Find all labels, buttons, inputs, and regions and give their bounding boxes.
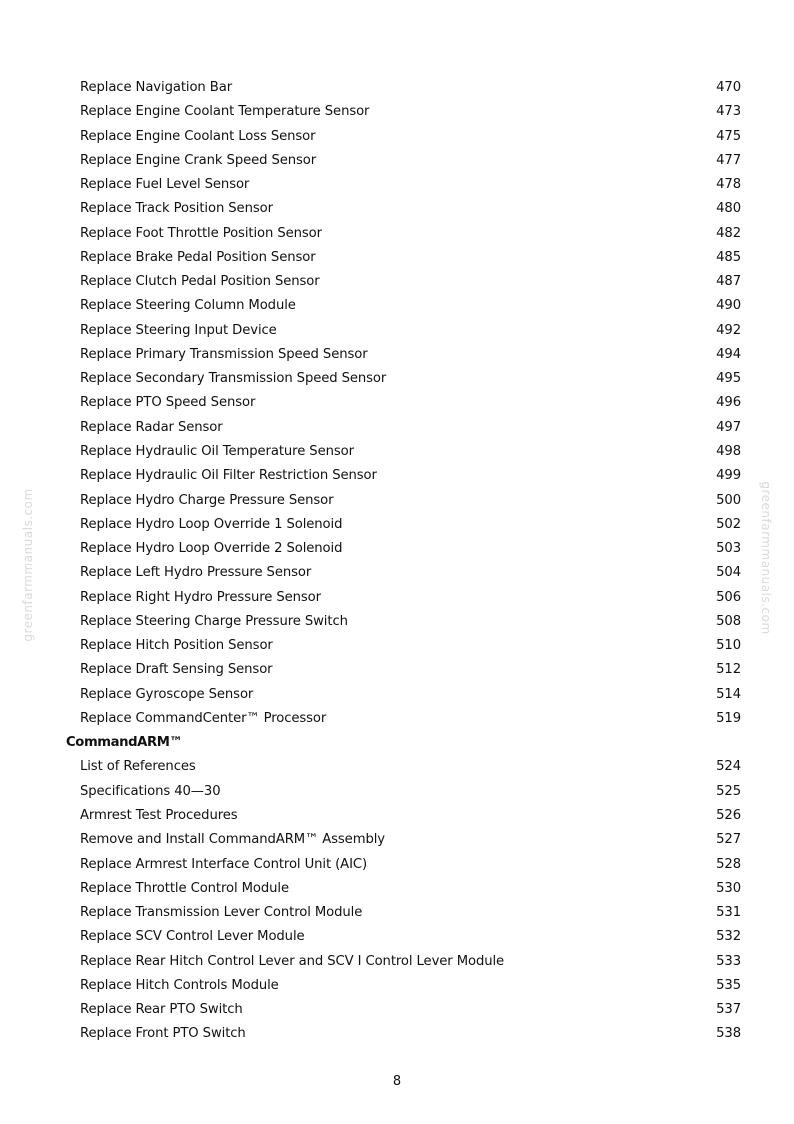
toc-entry[interactable] — [0, 149, 794, 173]
toc-entry[interactable] — [0, 270, 794, 294]
toc-entry-page-number: 485 — [716, 249, 741, 265]
toc-entry-page-number: 530 — [716, 880, 741, 896]
toc-entry[interactable] — [0, 998, 794, 1022]
toc-entry[interactable] — [0, 853, 794, 877]
toc-entry-page-number: 526 — [716, 807, 741, 823]
toc-entry-page-number: 533 — [716, 953, 741, 969]
toc-entry[interactable] — [0, 634, 794, 658]
toc-entry-title: Replace Hydraulic Oil Filter Restriction Sensor — [80, 468, 377, 484]
toc-entry-title: Replace Hydro Charge Pressure Sensor — [80, 492, 334, 508]
toc-entry[interactable] — [0, 489, 794, 513]
toc-entry-page-number: 528 — [716, 856, 741, 872]
toc-entry-page-number: 478 — [716, 177, 741, 193]
toc-entry[interactable] — [0, 343, 794, 367]
toc-entry[interactable] — [0, 950, 794, 974]
toc-entry-title: Armrest Test Procedures — [80, 807, 238, 823]
toc-entry-title: Replace Secondary Transmission Speed Sensor — [80, 371, 387, 387]
toc-entry-title: Replace Hydro Loop Override 2 Solenoid — [80, 541, 343, 557]
toc-entry-title: Replace Engine Coolant Temperature Sensor — [80, 104, 370, 120]
toc-entry[interactable] — [0, 319, 794, 343]
toc-entry-title: Replace Hydro Loop Override 1 Solenoid — [80, 516, 343, 532]
toc-entry-title: Remove and Install CommandARM™ Assembly — [80, 832, 385, 848]
toc-entry[interactable] — [0, 294, 794, 318]
toc-entry[interactable] — [0, 804, 794, 828]
table-of-contents — [0, 76, 794, 1047]
toc-entry-page-number: 477 — [716, 152, 741, 168]
watermark-left: greenfarmmanuals.com — [21, 488, 35, 642]
toc-entry[interactable] — [0, 173, 794, 197]
toc-entry[interactable] — [0, 100, 794, 124]
toc-entry-title: Replace Brake Pedal Position Sensor — [80, 249, 316, 265]
toc-entry-title: Replace Steering Input Device — [80, 322, 277, 338]
toc-entry-page-number: 492 — [716, 322, 741, 338]
toc-entry-page-number: 531 — [716, 905, 741, 921]
toc-entry-page-number: 504 — [716, 565, 741, 581]
toc-entry-title: Replace Foot Throttle Position Sensor — [80, 225, 322, 241]
toc-entry-page-number: 487 — [716, 274, 741, 290]
toc-entry-title: Replace Navigation Bar — [80, 80, 233, 95]
toc-entry-title: Replace SCV Control Lever Module — [80, 929, 305, 945]
toc-entry[interactable] — [0, 513, 794, 537]
toc-entry-page-number: 510 — [716, 638, 741, 654]
toc-entry[interactable] — [0, 877, 794, 901]
toc-entry-page-number: 473 — [716, 104, 741, 120]
toc-entry-page-number: 532 — [716, 929, 741, 945]
toc-entry[interactable] — [0, 391, 794, 415]
toc-entry[interactable] — [0, 125, 794, 149]
toc-entry-page-number: 506 — [716, 589, 741, 605]
toc-entry[interactable] — [0, 828, 794, 852]
toc-entry-title: Replace Transmission Lever Control Module — [80, 905, 363, 921]
toc-entry-page-number: 535 — [716, 977, 741, 993]
toc-entry[interactable] — [0, 707, 794, 731]
toc-entry-page-number: 470 — [716, 80, 741, 95]
toc-entry[interactable] — [0, 537, 794, 561]
toc-entry-page-number: 538 — [716, 1026, 741, 1042]
toc-entry-page-number: 519 — [716, 710, 741, 726]
toc-entry[interactable] — [0, 367, 794, 391]
toc-entry[interactable] — [0, 197, 794, 221]
toc-entry[interactable] — [0, 755, 794, 779]
toc-entry-title: Replace Engine Coolant Loss Sensor — [80, 128, 316, 144]
toc-entry[interactable] — [0, 246, 794, 270]
toc-entry[interactable] — [0, 561, 794, 585]
toc-entry-page-number: 498 — [716, 443, 741, 459]
toc-entry[interactable] — [0, 925, 794, 949]
toc-entry-title: Replace Rear PTO Switch — [80, 1002, 243, 1018]
toc-entry-title: Replace Clutch Pedal Position Sensor — [80, 274, 320, 290]
toc-entry-title: Replace Hitch Controls Module — [80, 977, 279, 993]
toc-entry-page-number: 494 — [716, 346, 741, 362]
toc-entry[interactable] — [0, 464, 794, 488]
toc-section-title: CommandARM™ — [66, 735, 183, 751]
toc-entry-page-number: 524 — [716, 759, 741, 775]
toc-entry-title: Replace Radar Sensor — [80, 419, 223, 435]
toc-entry-page-number: 527 — [716, 832, 741, 848]
toc-entry-title: Replace Rear Hitch Control Lever and SCV I Control Lever Module — [80, 953, 505, 969]
toc-entry-title: Replace Fuel Level Sensor — [80, 177, 250, 193]
toc-entry[interactable] — [0, 1022, 794, 1046]
toc-entry[interactable] — [0, 974, 794, 998]
toc-entry-page-number: 514 — [716, 686, 741, 702]
toc-entry[interactable] — [0, 610, 794, 634]
toc-entry[interactable] — [0, 683, 794, 707]
toc-entry-title: Replace Draft Sensing Sensor — [80, 662, 273, 678]
toc-entry-page-number: 499 — [716, 468, 741, 484]
toc-entry-title: Replace Armrest Interface Control Unit (AIC) — [80, 856, 368, 872]
toc-entry-title: List of References — [80, 759, 196, 775]
toc-entry-page-number: 502 — [716, 516, 741, 532]
toc-entry[interactable] — [0, 440, 794, 464]
toc-entry[interactable] — [0, 586, 794, 610]
toc-entry-title: Replace Left Hydro Pressure Sensor — [80, 565, 312, 581]
watermark-right: greenfarmmanuals.com — [759, 481, 773, 635]
toc-entry-title: Replace Primary Transmission Speed Sensor — [80, 346, 368, 362]
toc-entry[interactable] — [0, 780, 794, 804]
toc-entry-title: Replace Throttle Control Module — [80, 880, 289, 896]
toc-entry-page-number: 525 — [716, 783, 741, 799]
toc-entry[interactable] — [0, 901, 794, 925]
toc-entry-title: Replace CommandCenter™ Processor — [80, 710, 327, 726]
toc-entry-page-number: 500 — [716, 492, 741, 508]
toc-entry-page-number: 496 — [716, 395, 741, 411]
page-number: 8 — [392, 1074, 402, 1089]
toc-entry-page-number: 482 — [716, 225, 741, 241]
toc-entry-page-number: 503 — [716, 541, 741, 557]
toc-entry-page-number: 537 — [716, 1002, 741, 1018]
toc-entry-title: Specifications 40—30 — [80, 783, 221, 799]
toc-entry[interactable] — [0, 222, 794, 246]
toc-entry-title: Replace Front PTO Switch — [80, 1026, 246, 1042]
toc-entry-page-number: 475 — [716, 128, 741, 144]
toc-entry-page-number: 495 — [716, 371, 741, 387]
toc-entry[interactable] — [0, 658, 794, 682]
toc-entry-title: Replace Track Position Sensor — [80, 201, 273, 217]
toc-entry-title: Replace Right Hydro Pressure Sensor — [80, 589, 321, 605]
toc-entry[interactable] — [0, 416, 794, 440]
toc-section-heading — [0, 731, 794, 755]
toc-entry-title: Replace Gyroscope Sensor — [80, 686, 254, 702]
toc-entry-title: Replace Engine Crank Speed Sensor — [80, 152, 317, 168]
toc-entry-page-number: 497 — [716, 419, 741, 435]
toc-entry-page-number: 508 — [716, 613, 741, 629]
toc-entry[interactable] — [0, 76, 794, 100]
toc-entry-title: Replace Steering Column Module — [80, 298, 296, 314]
toc-entry-title: Replace Steering Charge Pressure Switch — [80, 613, 348, 629]
toc-entry-page-number: 512 — [716, 662, 741, 678]
toc-entry-title: Replace Hitch Position Sensor — [80, 638, 273, 654]
toc-entry-page-number: 490 — [716, 298, 741, 314]
toc-entry-page-number: 480 — [716, 201, 741, 217]
toc-entry-title: Replace PTO Speed Sensor — [80, 395, 256, 411]
toc-entry-title: Replace Hydraulic Oil Temperature Sensor — [80, 443, 354, 459]
